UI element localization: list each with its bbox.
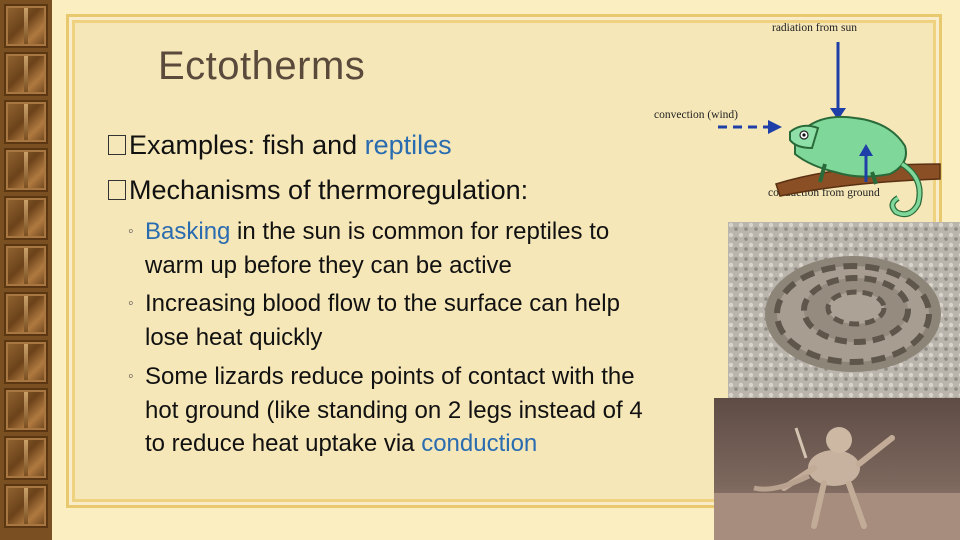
radiation-label: radiation from sun bbox=[772, 22, 857, 34]
strip-tile bbox=[4, 52, 48, 96]
sub-bullet-line: Some lizards reduce points of contact with the bbox=[145, 363, 635, 390]
basking-highlight: Basking bbox=[145, 218, 231, 245]
strip-tile bbox=[4, 388, 48, 432]
strip-tile bbox=[4, 4, 48, 48]
bullet-text: Examples: fish and bbox=[129, 130, 365, 160]
bullet-mechanisms bbox=[108, 175, 528, 206]
snake-photo bbox=[728, 222, 960, 398]
conduction-highlight: conduction bbox=[421, 430, 538, 457]
strip-tile bbox=[4, 100, 48, 144]
bullet-box-icon bbox=[108, 135, 126, 155]
bullet-box-icon bbox=[108, 180, 126, 200]
conduction-label: conduction from ground bbox=[768, 187, 880, 199]
strip-tile bbox=[4, 148, 48, 192]
sub-bullet-marker-icon: ◦ bbox=[128, 368, 134, 385]
sub-bullet-blood-flow bbox=[128, 287, 728, 354]
lizard-photo bbox=[714, 398, 960, 540]
sub-bullet-lizards bbox=[128, 360, 728, 461]
sub-bullet-line: in the sun is common for reptiles to bbox=[230, 218, 610, 245]
strip-tile bbox=[4, 340, 48, 384]
bullet-text: Mechanisms of thermoregulation: bbox=[129, 175, 529, 205]
strip-tile bbox=[4, 484, 48, 528]
convection-label: convection (wind) bbox=[654, 109, 738, 121]
sub-bullet-line: to reduce heat uptake via bbox=[145, 430, 422, 457]
strip-tile bbox=[4, 196, 48, 240]
decorative-strip bbox=[0, 0, 52, 540]
chameleon-illustration bbox=[640, 14, 942, 224]
chameleon-pupil bbox=[802, 133, 805, 136]
bullet-examples bbox=[108, 130, 452, 161]
sub-bullet-line: lose heat quickly bbox=[145, 323, 323, 351]
slide-title: Ectotherms bbox=[158, 44, 366, 88]
strip-tile bbox=[4, 292, 48, 336]
sub-bullet-basking bbox=[128, 215, 728, 282]
bullet-highlight: reptiles bbox=[364, 130, 452, 160]
sub-bullet-line: Increasing blood flow to the surface can help bbox=[145, 290, 620, 317]
convection-arrowhead bbox=[768, 120, 782, 134]
strip-tile bbox=[4, 436, 48, 480]
heat-exchange-diagram bbox=[640, 14, 942, 224]
sub-bullet-marker-icon: ◦ bbox=[128, 295, 134, 312]
sub-bullet-line: warm up before they can be active bbox=[145, 251, 512, 279]
strip-tile bbox=[4, 244, 48, 288]
sub-bullet-line: hot ground (like standing on 2 legs instead of 4 bbox=[145, 396, 643, 424]
sub-bullet-marker-icon: ◦ bbox=[128, 223, 134, 240]
